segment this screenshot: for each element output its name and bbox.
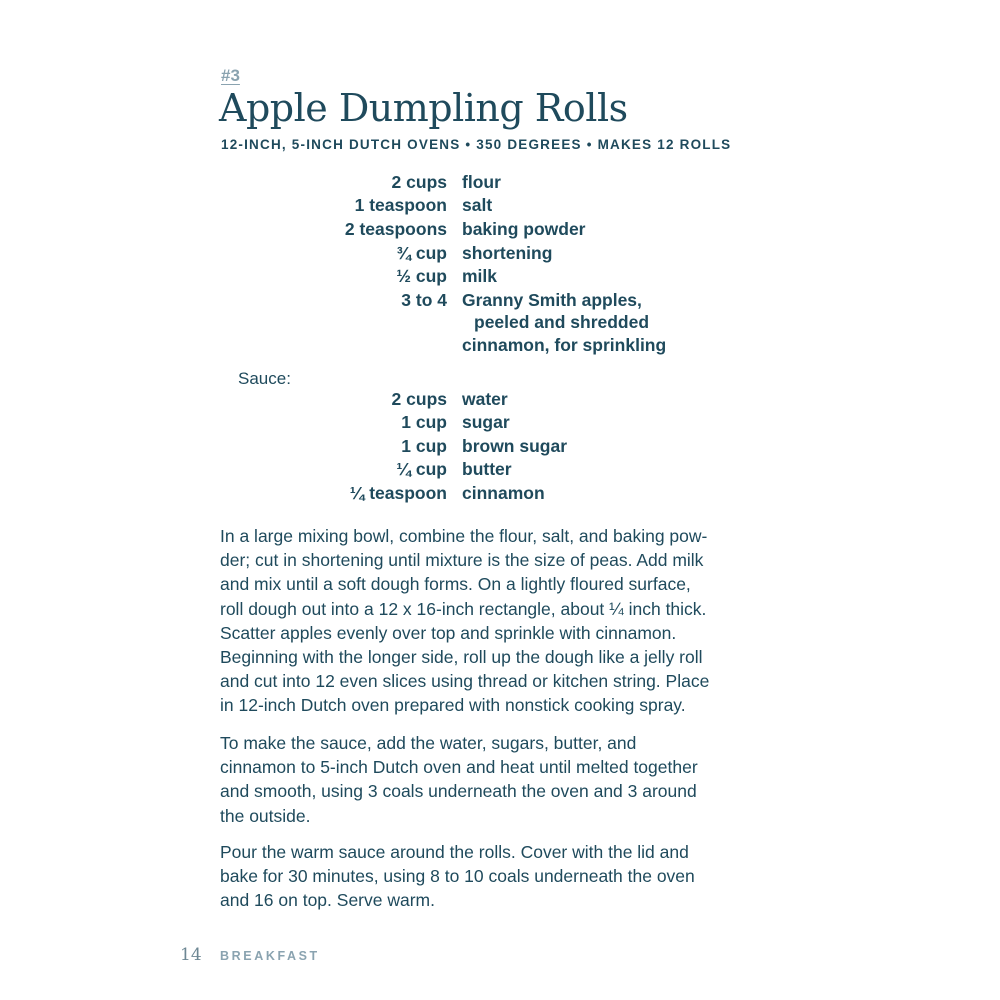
instruction-line: cinnamon to 5-inch Dutch oven and heat until melted together xyxy=(220,757,698,778)
page-number: 14 xyxy=(180,945,202,965)
ingredient-name: brown sugar xyxy=(462,436,568,456)
instruction-paragraph xyxy=(220,731,780,828)
ingredient-name: Granny Smith apples, xyxy=(462,290,642,310)
ingredient-name: shortening xyxy=(462,243,553,263)
ingredient-amount: 2 cups xyxy=(391,172,447,192)
instruction-line: Beginning with the longer side, roll up the dough like a jelly roll xyxy=(220,647,703,668)
ingredient-amount: 1 teaspoon xyxy=(354,195,447,215)
instruction-line: roll dough out into a 12 x 16-inch rectangle, about ¼ inch thick. xyxy=(220,598,707,619)
instruction-line: In a large mixing bowl, combine the flour, salt, and baking pow- xyxy=(220,526,708,546)
ingredient-row xyxy=(0,243,1000,267)
sauce-ingredient-row xyxy=(0,412,1000,436)
sauce-ingredient-row xyxy=(0,483,1000,507)
ingredient-amount: ¼ teaspoon xyxy=(349,483,447,503)
instruction-line: bake for 30 minutes, using 8 to 10 coals underneath the oven xyxy=(220,866,695,887)
ingredient-row xyxy=(0,290,1000,314)
ingredient-amount: 1 cup xyxy=(401,436,447,456)
instruction-line: and mix until a soft dough forms. On a lightly floured surface, xyxy=(220,574,691,595)
ingredient-row xyxy=(0,266,1000,290)
instruction-line: and smooth, using 3 coals underneath the oven and 3 around xyxy=(220,781,697,802)
instruction-line: and 16 on top. Serve warm. xyxy=(220,890,435,911)
sauce-label: Sauce: xyxy=(238,369,291,388)
ingredient-row xyxy=(0,195,1000,219)
ingredient-row xyxy=(0,172,1000,196)
ingredient-amount: ¼ cup xyxy=(396,459,447,479)
section-name: BREAKFAST xyxy=(220,949,320,963)
instruction-line: Scatter apples evenly over top and sprinkle with cinnamon. xyxy=(220,622,677,643)
recipe-subtitle: 12-INCH, 5-INCH DUTCH OVENS • 350 DEGREES • MAKES 12 ROLLS xyxy=(221,137,732,152)
ingredient-amount: 2 teaspoons xyxy=(344,219,447,239)
sauce-ingredient-row xyxy=(0,436,1000,460)
ingredient-name: salt xyxy=(462,195,493,215)
ingredient-name: butter xyxy=(462,459,512,479)
ingredient-name: flour xyxy=(462,172,501,192)
ingredient-amount: ¾ cup xyxy=(396,243,447,263)
sauce-ingredient-row xyxy=(0,389,1000,413)
instruction-line: the outside. xyxy=(220,805,311,826)
ingredient-name: cinnamon xyxy=(462,483,545,503)
ingredient-amount: 3 to 4 xyxy=(401,290,447,310)
ingredient-name: sugar xyxy=(462,412,510,432)
sauce-ingredient-row xyxy=(0,459,1000,483)
ingredient-row xyxy=(0,219,1000,243)
instruction-line: To make the sauce, add the water, sugars, butter, and xyxy=(220,733,637,753)
ingredient-name: peeled and shredded xyxy=(474,312,650,332)
ingredient-amount: ½ cup xyxy=(396,266,447,286)
ingredient-name: milk xyxy=(462,266,498,286)
instruction-paragraph xyxy=(220,840,780,913)
ingredient-name: cinnamon, for sprinkling xyxy=(462,335,667,355)
ingredient-name: water xyxy=(462,389,508,409)
ingredient-name: baking powder xyxy=(462,219,586,239)
recipe-title: Apple Dumpling Rolls xyxy=(219,86,628,130)
recipe-number: #3 xyxy=(221,66,240,85)
instruction-line: der; cut in shortening until mixture is the size of peas. Add milk xyxy=(220,550,704,571)
instruction-line: and cut into 12 even slices using thread or kitchen string. Place xyxy=(220,671,710,692)
instruction-line: in 12-inch Dutch oven prepared with nonstick cooking spray. xyxy=(220,695,686,716)
instruction-paragraph xyxy=(220,524,780,718)
instruction-line: Pour the warm sauce around the rolls. Cover with the lid and xyxy=(220,842,689,862)
ingredient-row xyxy=(0,312,1000,336)
ingredient-row xyxy=(0,335,1000,359)
ingredient-amount: 1 cup xyxy=(401,412,447,432)
ingredient-amount: 2 cups xyxy=(391,389,447,409)
